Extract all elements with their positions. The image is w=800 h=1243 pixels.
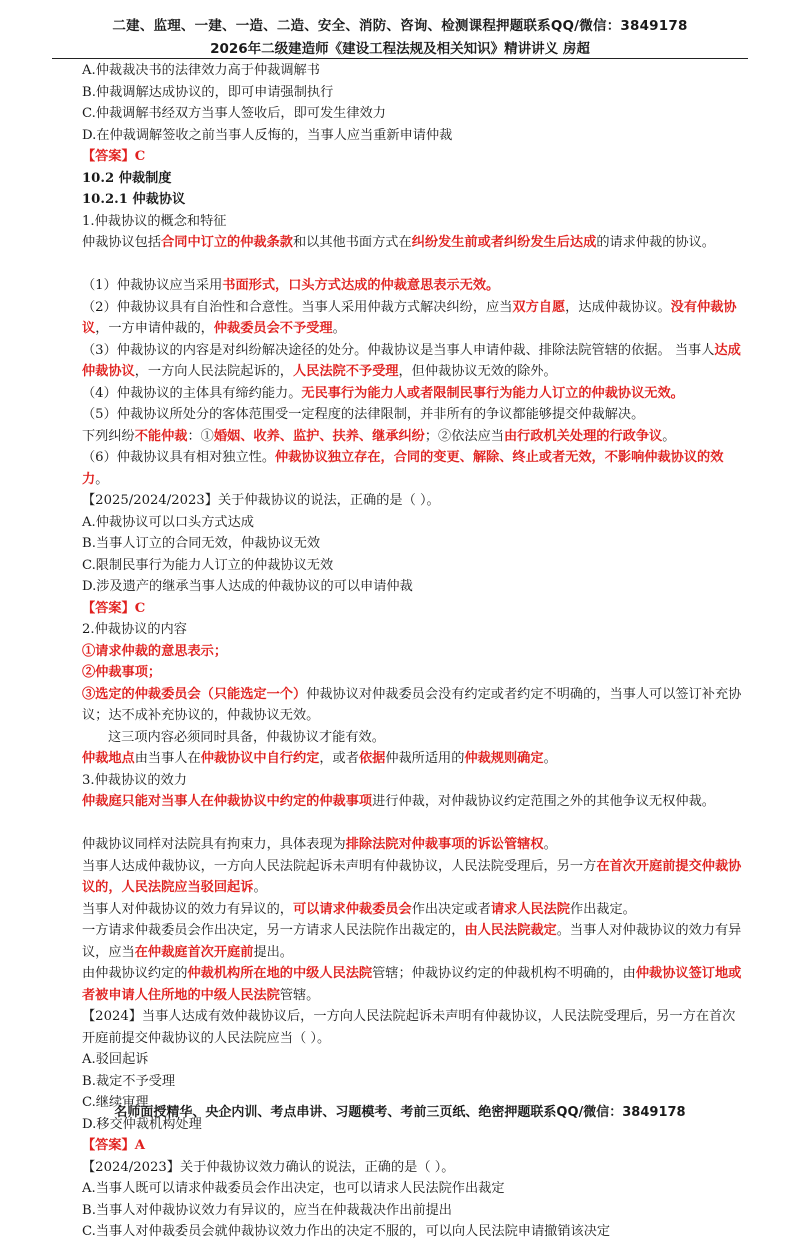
feature-6 <box>56 447 746 490</box>
e5-highlight: 由人民法院裁定 <box>464 923 557 938</box>
def-highlight: 合同中订立的仲裁条款 <box>161 235 293 250</box>
e5-text: 。当事人对仲裁协议的效力有异议，应当 <box>82 923 742 960</box>
f2-highlight: 仲裁委员会不予受理 <box>213 321 333 336</box>
e4-highlight: 请求人民法院 <box>490 901 570 917</box>
content-item-3 <box>56 684 746 727</box>
q1-answer: 【答案】C <box>82 600 146 616</box>
f5b-text: ；②依法应当 <box>424 428 504 444</box>
f4-text: （4）仲裁协议的主体具有缔约能力。 <box>82 385 302 401</box>
f3-text: （3）仲裁协议的内容是对纠纷解决途径的处分。仲裁协议是当事人申请仲裁、排除法院管辖的依据。 当事人 <box>82 342 715 358</box>
e2-text: 仲裁协议同样对法院具有拘束力，具体表现为 <box>82 837 346 852</box>
e6-text: 管辖。 <box>279 987 320 1003</box>
f5b-highlight: 由行政机关处理的行政争议 <box>504 428 663 444</box>
effect-1 <box>56 791 746 813</box>
f2-text: （2）仲裁协议具有自治性和合意性。当事人采用仲裁方式解决纠纷，应当 <box>82 299 513 315</box>
section-10-2-1-heading: 10.2.1 仲裁协议 <box>82 192 186 207</box>
def-highlight: 纠纷发生前或者纠纷发生后达成 <box>411 235 597 250</box>
q3-option-c: C.当事人对仲裁委员会就仲裁协议效力作出的决定不服的，可以向人民法院申请撤销该决定 <box>82 1224 611 1239</box>
f6-highlight: 仲裁协议独立存在，合同的变更、解除、终止或者无效，不影响仲裁协议的效力 <box>82 450 724 487</box>
f4-highlight: 无民事行为能力人或者限制民事行为能力人订立的仲裁协议无效。 <box>301 385 684 401</box>
c5-highlight: 依据 <box>358 751 386 766</box>
header-rule <box>52 58 748 59</box>
arbitration-place <box>56 748 746 770</box>
c5-text: ，或者 <box>319 751 359 766</box>
feature-3 <box>56 340 746 383</box>
c5-text: 仲裁所适用的 <box>385 751 465 766</box>
f2-text: 。 <box>332 321 346 336</box>
footer-contact-line: 名师面授精华、央企内训、考点串讲、习题模考、考前三页纸、绝密押题联系QQ/微信：3849178 <box>114 1105 686 1120</box>
c5-text: 由当事人在 <box>134 751 201 766</box>
q3-stem: 【2024/2023】关于仲裁协议效力确认的说法，正确的是（ ）。 <box>82 1159 455 1175</box>
effect-2 <box>56 834 746 856</box>
f6-text: 。 <box>95 471 109 487</box>
e5-highlight: 在仲裁庭首次开庭前 <box>134 944 254 960</box>
q2-option-b: B.裁定不予受理 <box>82 1073 176 1089</box>
e6-text: 由仲裁协议约定的 <box>82 966 188 981</box>
q3-option-b: B.当事人对仲裁协议效力有异议的，应当在仲裁裁决作出前提出 <box>82 1202 452 1218</box>
f3-highlight: 人民法院不予受理 <box>293 364 399 379</box>
q0-option-c: C.仲裁调解书经双方当事人签收后，即可发生律效力 <box>82 106 386 121</box>
e4-text: 作出裁定。 <box>569 901 636 917</box>
c5-highlight: 仲裁协议中自行约定 <box>200 751 320 766</box>
q1-option-d: D.涉及遗产的继承当事人达成的仲裁协议的可以申请仲裁 <box>82 579 413 594</box>
definition-paragraph <box>56 232 746 254</box>
e3-text: 。 <box>253 880 267 895</box>
section-10-2-heading: 10.2 仲裁制度 <box>82 170 172 186</box>
c5-highlight: 仲裁规则确定 <box>464 751 544 766</box>
q1-option-b: B.当事人订立的合同无效，仲裁协议无效 <box>82 536 321 551</box>
e5-text: 一方请求仲裁委员会作出决定，另一方请求人民法院作出裁定的， <box>82 923 465 938</box>
f3-text: ，但仲裁协议无效的除外。 <box>398 364 557 379</box>
q2-option-d: D.移交仲裁机构处理 <box>82 1116 202 1132</box>
f2-highlight: 双方自愿 <box>512 299 566 315</box>
f6-text: （6）仲裁协议具有相对独立性。 <box>82 450 276 465</box>
f2-text: ，一方申请仲裁的， <box>95 321 214 336</box>
c5-text: 。 <box>543 751 557 766</box>
q0-option-a: A.仲裁裁决书的法律效力高于仲裁调解书 <box>82 63 320 78</box>
q1-option-a: A.仲裁协议可以口头方式达成 <box>82 514 254 530</box>
q2-option-a: A.驳回起诉 <box>82 1052 149 1067</box>
feature-5: （5）仲裁协议所处分的客体范围受一定程度的法律限制，并非所有的争议都能够提交仲裁解决。 <box>82 407 645 422</box>
spacer <box>56 254 746 276</box>
f3-text: ，一方向人民法院起诉的， <box>134 364 293 379</box>
feature-2 <box>56 297 746 340</box>
c3-text: 仲裁协议对仲裁委员会没有约定或者约定不明确的，当事人可以签订补充协议；达不成补充协议的，仲裁协议无效。 <box>82 686 742 723</box>
c3-highlight: ③选定的仲裁委员会（只能选定一个） <box>82 686 307 702</box>
topic-2-heading: 2.仲裁协议的内容 <box>82 622 187 637</box>
q2-option-c: C.继续审理 <box>82 1095 149 1110</box>
def-text: 的请求仲裁的协议。 <box>596 235 715 250</box>
e2-highlight: 排除法院对仲裁事项的诉讼管辖权 <box>345 837 544 852</box>
f5b-text: 。 <box>662 428 676 444</box>
e3-text: 当事人达成仲裁协议，一方向人民法院起诉未声明有仲裁协议，人民法院受理后，另一方 <box>82 858 597 874</box>
q1-stem: 【2025/2024/2023】关于仲裁协议的说法，正确的是（ ）。 <box>82 493 440 508</box>
e6-highlight: 仲裁机构所在地的中级人民法院 <box>187 966 373 981</box>
effect-6 <box>56 963 746 1006</box>
effect-3 <box>56 856 746 899</box>
content-item-1: ①请求仲裁的意思表示； <box>82 643 228 659</box>
f5b-text: ：① <box>187 428 214 444</box>
e1-text: 进行仲裁，对仲裁协议约定范围之外的其他争议无权仲裁。 <box>372 794 715 809</box>
q2-answer: 【答案】A <box>82 1138 145 1153</box>
content-note: 这三项内容必须同时具备，仲裁协议才能有效。 <box>108 729 385 745</box>
topic-3-heading: 3.仲裁协议的效力 <box>82 772 187 788</box>
q2-stem: 【2024】当事人达成有效仲裁协议后，一方向人民法院起诉未声明有仲裁协议，人民法院受理后，另一方在首次开庭前提交仲裁协议的人民法院应当（ ）。 <box>82 1009 736 1046</box>
e3-highlight: 在首次开庭前提交仲裁协议的，人民法院应当驳回起诉 <box>82 858 742 895</box>
feature-1 <box>56 275 746 297</box>
e4-text: 当事人对仲裁协议的效力有异议的， <box>82 901 293 917</box>
topic-1-heading: 1.仲裁协议的概念和特征 <box>82 213 227 229</box>
effect-5 <box>56 920 746 963</box>
f1-text: （1）仲裁协议应当采用 <box>82 278 223 293</box>
f5b-text: 下列纠纷 <box>82 428 135 444</box>
f5b-highlight: 婚姻、收养、监护、扶养、继承纠纷 <box>213 428 425 444</box>
f2-text: ，达成仲裁协议。 <box>565 299 671 315</box>
c5-highlight: 仲裁地点 <box>82 751 135 766</box>
q0-option-d: D.在仲裁调解签收之前当事人反悔的，当事人应当重新申请仲裁 <box>82 127 453 143</box>
f5b-highlight: 不能仲裁 <box>134 428 188 444</box>
feature-4 <box>56 383 746 405</box>
q0-option-b: B.仲裁调解达成协议的，即可申请强制执行 <box>82 84 334 100</box>
spacer <box>56 813 746 835</box>
document-body <box>56 60 746 1243</box>
q3-option-a: A.当事人既可以请求仲裁委员会作出决定，也可以请求人民法院作出裁定 <box>82 1181 505 1196</box>
f2-highlight: 没有仲裁协议 <box>82 299 737 336</box>
effect-4 <box>56 899 746 921</box>
header-title: 2026年二级建造师《建设工程法规及相关知识》精讲讲义 房超 <box>210 41 590 57</box>
def-text: 仲裁协议包括 <box>82 235 162 250</box>
e4-text: 作出决定或者 <box>411 901 491 917</box>
e5-text: 提出。 <box>253 944 293 960</box>
e1-highlight: 仲裁庭只能对当事人在仲裁协议中约定的仲裁事项 <box>82 794 373 809</box>
e2-text: 。 <box>543 837 557 852</box>
content-item-2: ②仲裁事项； <box>82 665 162 680</box>
header-contact-line: 二建、监理、一建、一造、二造、安全、消防、咨询、检测课程押题联系QQ/微信：3849178 <box>112 18 688 34</box>
e6-text: 管辖；仲裁协议约定的仲裁机构不明确的，由 <box>372 966 636 981</box>
f1-highlight: 书面形式，口头方式达成的仲裁意思表示无效。 <box>222 278 500 293</box>
f3-highlight: 达成仲裁协议 <box>82 342 741 379</box>
e6-highlight: 仲裁协议签订地或者被申请人住所地的中级人民法院 <box>82 966 742 1003</box>
e4-highlight: 可以请求仲裁委员会 <box>293 901 412 917</box>
def-text: 和以其他书面方式在 <box>293 235 412 250</box>
feature-5-exclusions <box>56 426 746 448</box>
q0-answer: 【答案】C <box>82 149 146 164</box>
q1-option-c: C.限制民事行为能力人订立的仲裁协议无效 <box>82 557 334 573</box>
